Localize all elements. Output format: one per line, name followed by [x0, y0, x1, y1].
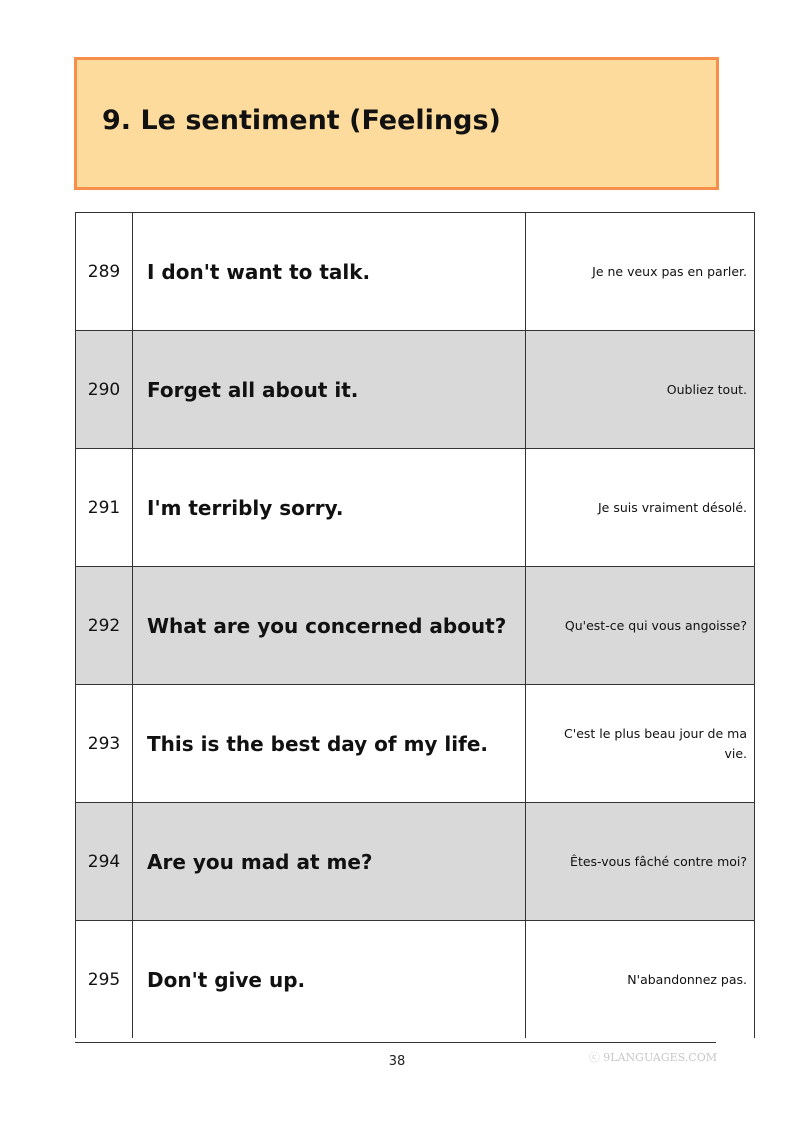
phrase-number: 291 [76, 449, 133, 567]
phrase-number: 292 [76, 567, 133, 685]
phrase-french: Êtes-vous fâché contre moi? [526, 803, 755, 921]
phrase-french: Je suis vraiment désolé. [526, 449, 755, 567]
phrase-number: 294 [76, 803, 133, 921]
phrase-english: I don't want to talk. [133, 213, 526, 331]
phrase-table [75, 212, 755, 1038]
table-bottom-rule [75, 1042, 716, 1043]
phrase-french: Oubliez tout. [526, 331, 755, 449]
phrase-english: Don't give up. [133, 921, 526, 1039]
phrase-english: This is the best day of my life. [133, 685, 526, 803]
table-row [76, 685, 755, 803]
phrase-french: N'abandonnez pas. [526, 921, 755, 1039]
phrase-english: Forget all about it. [133, 331, 526, 449]
phrase-english: What are you concerned about? [133, 567, 526, 685]
phrase-number: 293 [76, 685, 133, 803]
section-title: 9. Le sentiment (Feelings) [102, 105, 501, 136]
phrase-french: C'est le plus beau jour de ma vie. [526, 685, 755, 803]
phrase-french: Qu'est-ce qui vous angoisse? [526, 567, 755, 685]
phrase-number: 289 [76, 213, 133, 331]
phrase-english: Are you mad at me? [133, 803, 526, 921]
copyright-watermark: ⓒ 9LANGUAGES.COM [588, 1051, 717, 1064]
phrase-french: Je ne veux pas en parler. [526, 213, 755, 331]
table-row [76, 213, 755, 331]
section-title-box [74, 57, 719, 190]
page-number: 38 [388, 1054, 406, 1069]
table-row [76, 331, 755, 449]
phrase-english: I'm terribly sorry. [133, 449, 526, 567]
table-row [76, 921, 755, 1039]
table-row [76, 567, 755, 685]
phrase-number: 290 [76, 331, 133, 449]
table-row [76, 803, 755, 921]
table-row [76, 449, 755, 567]
phrase-number: 295 [76, 921, 133, 1039]
